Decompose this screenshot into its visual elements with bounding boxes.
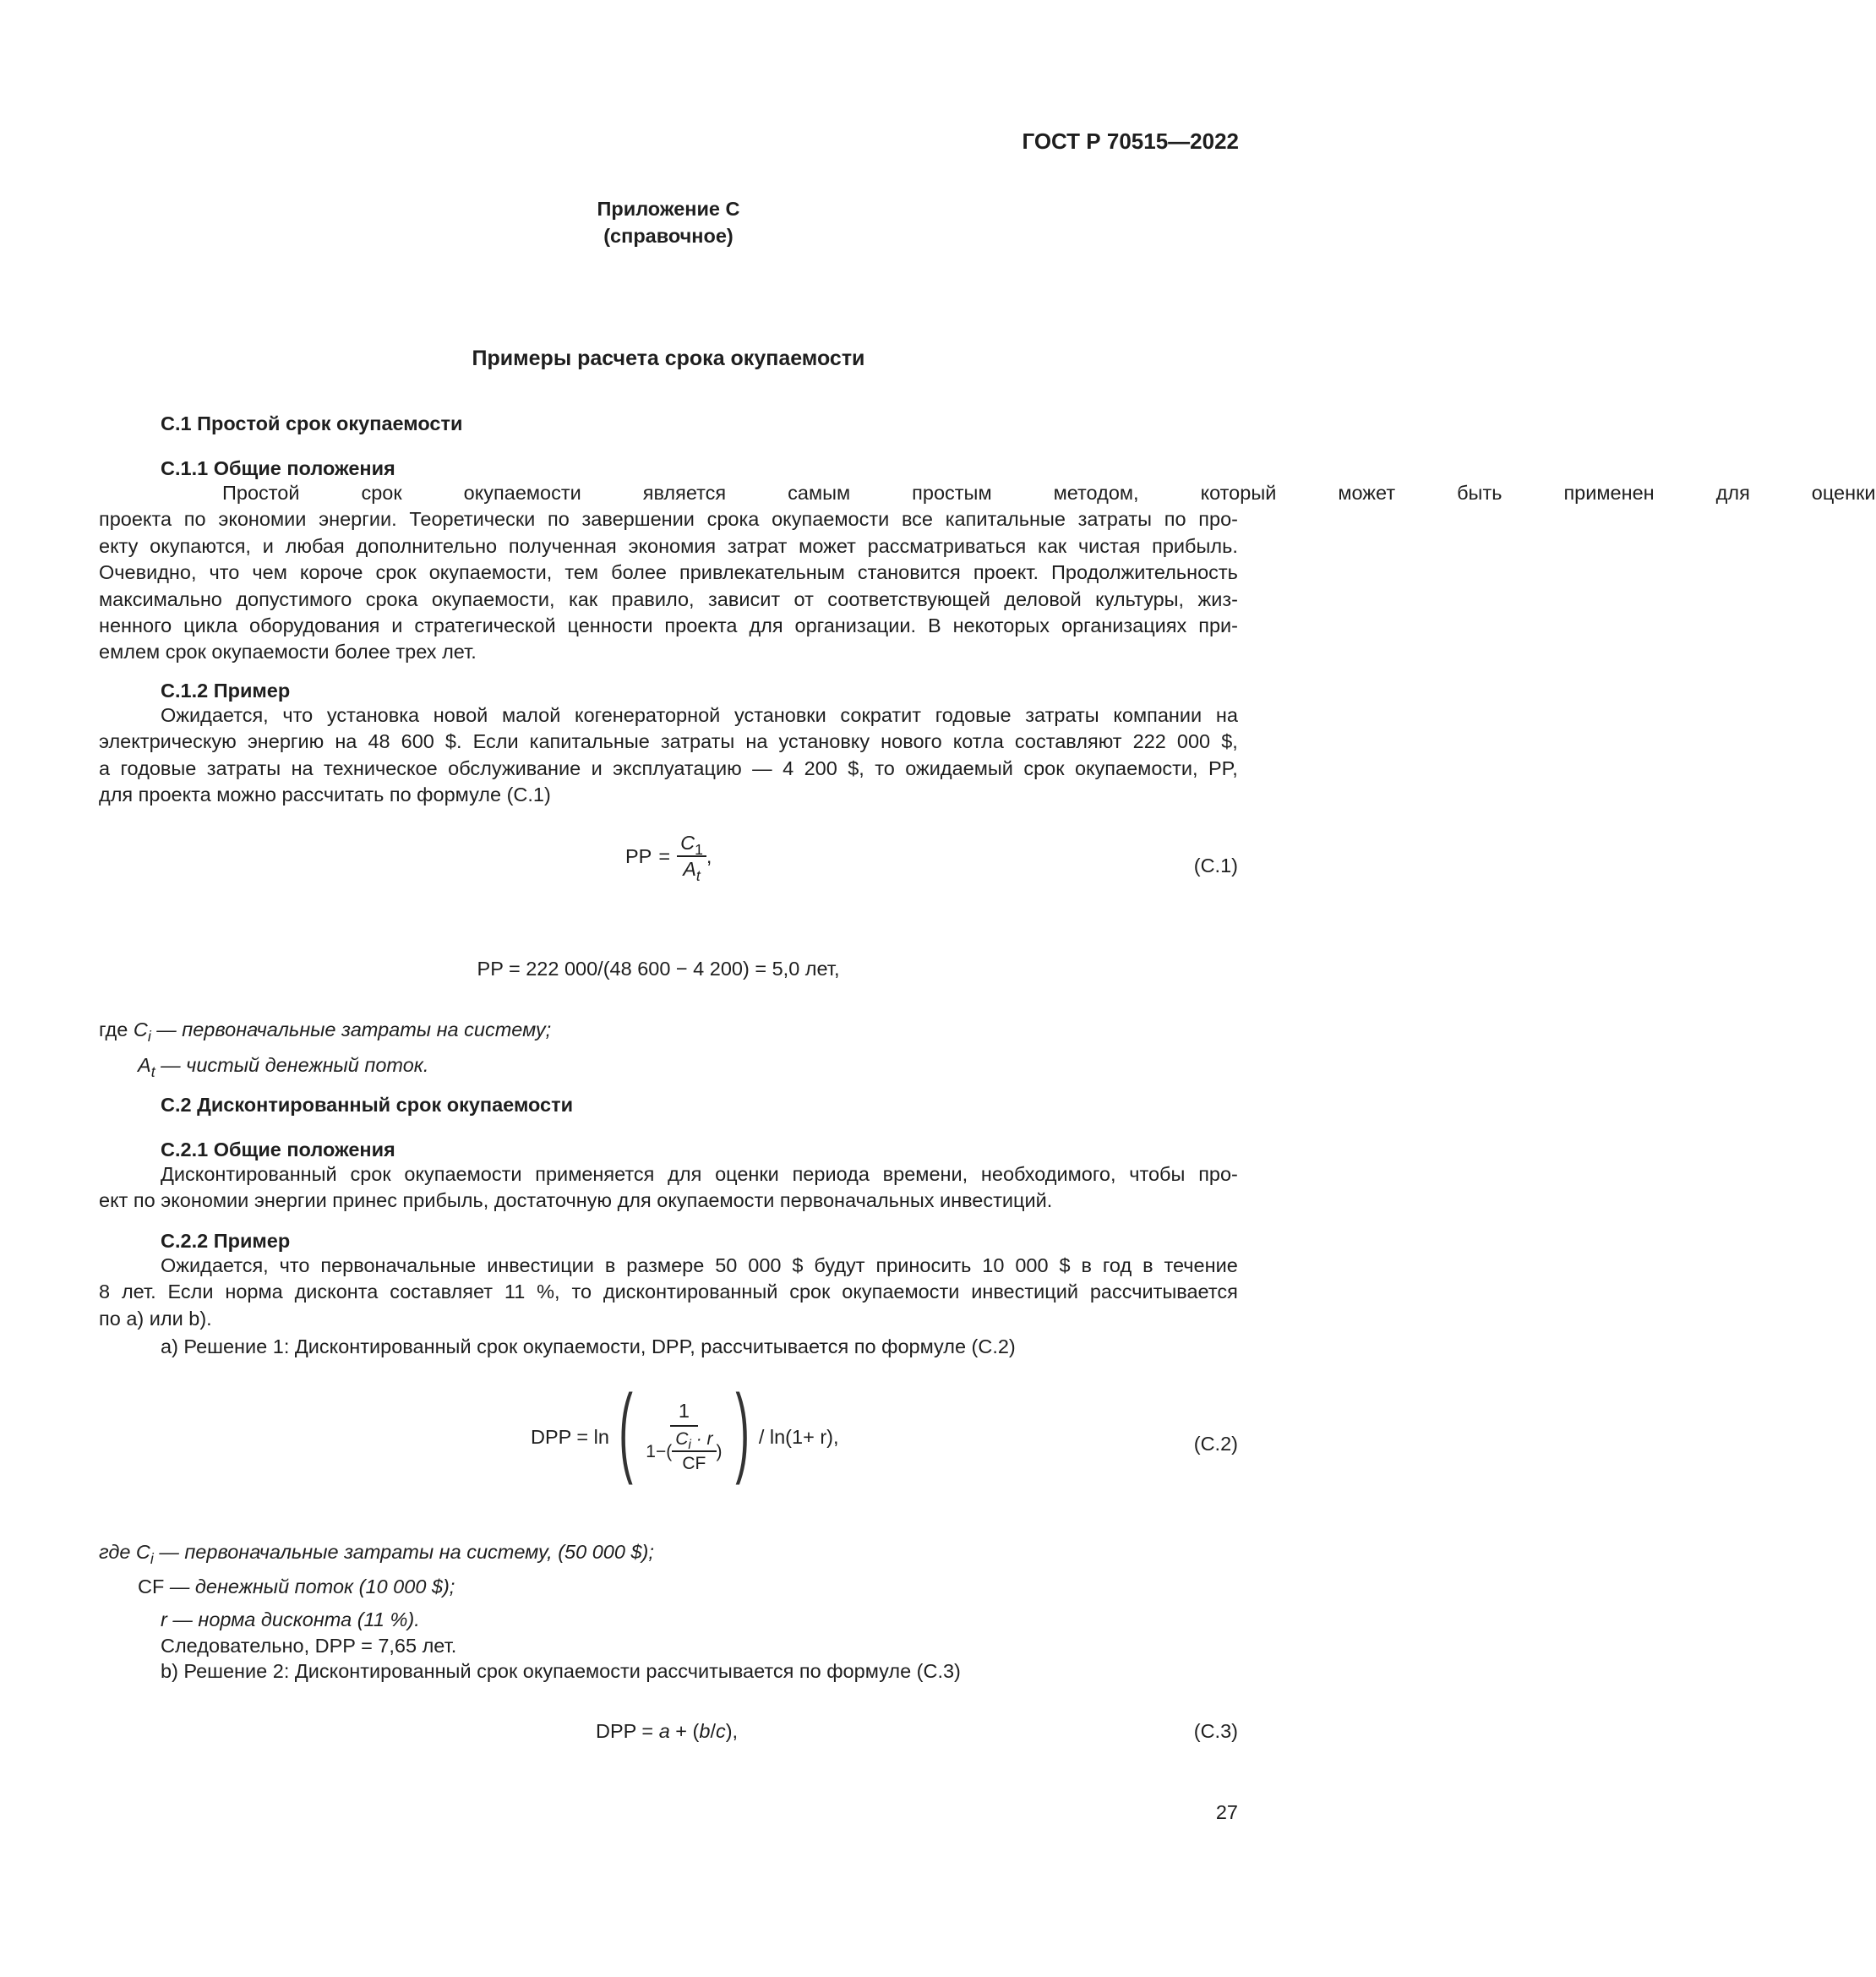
outer-fraction xyxy=(642,1401,725,1473)
word: затраты xyxy=(660,730,735,753)
left-paren: ( xyxy=(619,1374,633,1486)
word: оценки xyxy=(715,1163,779,1185)
formula-c1 xyxy=(625,832,712,884)
var-a: a xyxy=(658,1720,670,1742)
word: срока xyxy=(365,587,418,610)
text-line xyxy=(99,756,1238,782)
word: на xyxy=(291,756,314,779)
word: 10 xyxy=(982,1254,1005,1276)
word: энергию xyxy=(247,730,324,753)
word: и xyxy=(262,534,274,557)
word: в xyxy=(1143,1254,1153,1276)
numerator: C xyxy=(680,832,695,854)
word: 222 xyxy=(1132,730,1166,753)
where-at xyxy=(138,1054,429,1081)
word: то xyxy=(875,756,895,779)
word: может xyxy=(1338,482,1396,504)
appendix-title: Приложение С xyxy=(597,198,740,220)
word: годовые xyxy=(120,756,197,779)
word: 8 xyxy=(99,1281,111,1303)
text-line: по а) или b). xyxy=(99,1307,212,1330)
word: по xyxy=(1164,508,1186,531)
word: эксплуатацию xyxy=(613,756,742,779)
word: окупаются, xyxy=(150,534,251,557)
word: %, xyxy=(537,1281,560,1303)
text-line xyxy=(99,533,1238,560)
formula-c2 xyxy=(531,1374,839,1492)
word: затраты xyxy=(1025,704,1099,726)
formula-c3 xyxy=(596,1722,738,1742)
text-line xyxy=(99,1161,1238,1188)
word: любая xyxy=(285,534,345,557)
word: окупаемости xyxy=(463,482,581,504)
word: завершении xyxy=(581,508,695,531)
word: 50 xyxy=(715,1254,738,1276)
word: по xyxy=(183,508,206,531)
word: рассматриваться xyxy=(867,534,1027,557)
where-prefix: где xyxy=(99,1019,128,1040)
var-b: b xyxy=(699,1720,711,1742)
word: про- xyxy=(1198,508,1238,531)
word: на xyxy=(1215,704,1238,726)
symbol-sub: t xyxy=(150,1063,155,1081)
word: и xyxy=(391,614,403,637)
word: необходимого, xyxy=(980,1163,1116,1185)
c12-paragraph xyxy=(99,702,1238,809)
symbol: C xyxy=(133,1019,148,1040)
word: капитальные xyxy=(529,730,650,753)
var-c: c xyxy=(715,1720,726,1742)
word: Очевидно, xyxy=(99,561,197,584)
where-c2-r xyxy=(161,1610,420,1630)
dot-r: · r xyxy=(690,1428,713,1449)
ci-sub: i xyxy=(688,1438,691,1453)
denominator: A xyxy=(683,857,696,880)
word: Ожидается, xyxy=(161,1254,269,1276)
equals-sign: = xyxy=(658,844,671,867)
word: компании xyxy=(1113,704,1202,726)
text-line xyxy=(99,480,1876,506)
word: затраты xyxy=(206,756,281,779)
word: приносить xyxy=(875,1254,972,1276)
word: Если xyxy=(167,1281,214,1303)
one-minus: 1−( xyxy=(646,1441,673,1461)
word: привлекательным xyxy=(679,561,845,584)
word: стратегической xyxy=(414,614,556,637)
word: годовые xyxy=(935,704,1012,726)
word: Если xyxy=(472,730,519,753)
word: срока xyxy=(706,508,760,531)
word: Продолжительность xyxy=(1051,561,1238,584)
word: сократит xyxy=(840,704,922,726)
word: 200 xyxy=(804,756,837,779)
result-line: Следовательно, DPP = 7,65 лет. xyxy=(161,1635,457,1657)
word: короче xyxy=(299,561,363,584)
word: экономии xyxy=(218,508,307,531)
word: и xyxy=(591,756,603,779)
word: Ожидается, xyxy=(161,704,269,726)
word: течение xyxy=(1164,1254,1238,1276)
word: $, xyxy=(1221,730,1238,753)
text-line xyxy=(99,702,1238,729)
word: В xyxy=(927,614,941,637)
where-c2-cf xyxy=(138,1577,455,1597)
text-line xyxy=(99,506,1238,532)
main-title: Примеры расчета срока окупаемости xyxy=(472,347,865,370)
word: при- xyxy=(1198,614,1238,637)
comma: , xyxy=(706,844,712,867)
equation-number-c3: (С.3) xyxy=(1193,1720,1238,1742)
equation-number-c1: (С.1) xyxy=(1193,855,1238,877)
c22-paragraph xyxy=(99,1253,1238,1332)
word: на xyxy=(335,730,357,753)
denominator-sub: t xyxy=(695,866,701,884)
subsection-c21-heading: С.2.1 Общие положения xyxy=(161,1139,395,1161)
word: на xyxy=(745,730,768,753)
word: затраты xyxy=(1077,508,1153,531)
word: прибыль. xyxy=(1152,534,1238,557)
word: методом, xyxy=(1053,482,1139,504)
text-line xyxy=(99,587,1238,613)
word: культуры, xyxy=(1095,587,1185,610)
word: новой xyxy=(433,704,488,726)
symbol: A xyxy=(138,1054,151,1076)
word: установку xyxy=(778,730,870,753)
word: про- xyxy=(1198,1163,1238,1185)
word: окупаемости, xyxy=(428,561,553,584)
word: котла xyxy=(952,730,1004,753)
word: полученная xyxy=(508,534,617,557)
word: энергии. xyxy=(319,508,397,531)
word: малой xyxy=(501,704,561,726)
calculation-line: PP = 222 000/(48 600 − 4 200) = 5,0 лет, xyxy=(477,958,840,980)
word: как xyxy=(568,587,598,610)
word: ожидаемый xyxy=(905,756,1013,779)
word: в xyxy=(604,1254,616,1276)
word: составляют xyxy=(1014,730,1122,753)
word: окупаемости xyxy=(772,508,890,531)
word: 600 xyxy=(401,730,434,753)
text-line xyxy=(99,613,1238,639)
cf-symbol: CF xyxy=(682,1453,706,1473)
page-number: 27 xyxy=(1215,1801,1238,1823)
word: инвестиций xyxy=(971,1281,1078,1303)
word: Простой xyxy=(222,482,300,504)
inner-close: ) xyxy=(716,1441,723,1461)
word: окупаемости xyxy=(404,1163,522,1185)
word: от xyxy=(793,587,814,610)
solution-a: а) Решение 1: Дисконтированный срок окупаемости, DPP, рассчитывается по формуле (С.2) xyxy=(161,1335,1016,1357)
word: срок xyxy=(375,561,417,584)
word: 48 xyxy=(368,730,390,753)
word: Теоретически xyxy=(409,508,536,531)
word: дополнительно xyxy=(356,534,498,557)
word: $, xyxy=(848,756,864,779)
word: затрат xyxy=(727,534,788,557)
word: норма xyxy=(225,1281,283,1303)
close: ), xyxy=(725,1720,739,1742)
formula-tail: / ln(1+ r), xyxy=(758,1425,839,1448)
definition: — норма дисконта (11 %). xyxy=(166,1608,420,1630)
word: установка xyxy=(326,704,420,726)
word: допустимого xyxy=(236,587,352,610)
word: как xyxy=(1038,534,1067,557)
solution-b: b) Решение 2: Дисконтированный срок окупаемости рассчитывается по формуле (С.3) xyxy=(161,1660,961,1682)
word: простым xyxy=(912,482,992,504)
word: правило, xyxy=(611,587,695,610)
word: по xyxy=(547,508,570,531)
c21-paragraph xyxy=(99,1161,1238,1215)
subsection-c22-heading: С.2.2 Пример xyxy=(161,1230,291,1252)
word: нового xyxy=(881,730,942,753)
text-line: емлем срок окупаемости более трех лет. xyxy=(99,641,477,664)
symbol: CF xyxy=(138,1576,165,1597)
word: проект. xyxy=(973,561,1039,584)
word: инвестиции xyxy=(487,1254,594,1276)
slash: / xyxy=(710,1720,716,1742)
word: рассчитывается xyxy=(1089,1281,1238,1303)
symbol-sub: i xyxy=(150,1550,154,1568)
formula-lhs: PP xyxy=(625,844,652,867)
word: что xyxy=(209,561,240,584)
word: применен xyxy=(1563,482,1655,504)
text-line xyxy=(99,560,1238,586)
word: чистая xyxy=(1077,534,1141,557)
word: $ xyxy=(1059,1254,1071,1276)
word: 000 xyxy=(1176,730,1211,753)
equation-number-c2: (С.2) xyxy=(1193,1433,1238,1455)
word: что xyxy=(279,1254,310,1276)
word: все xyxy=(901,508,933,531)
word: 4 xyxy=(783,756,794,779)
word: ценности xyxy=(567,614,653,637)
word: размере xyxy=(626,1254,705,1276)
formula-lhs: DPP = ln xyxy=(531,1425,609,1448)
word: который xyxy=(1200,482,1277,504)
word: 000 xyxy=(1015,1254,1049,1276)
text-line xyxy=(99,729,1238,755)
word: для xyxy=(749,614,783,637)
word: жиз- xyxy=(1197,587,1238,610)
word: проекта xyxy=(99,508,172,531)
word: экономия xyxy=(628,534,717,557)
word: окупаемости, xyxy=(1074,756,1198,779)
definition: — первоначальные затраты на систему, (50 000 $); xyxy=(153,1541,654,1563)
section-c2-heading: С.2 Дисконтированный срок окупаемости xyxy=(161,1094,574,1116)
subsection-c11-heading: С.1.1 Общие положения xyxy=(161,457,395,479)
word: окупаемости xyxy=(842,1281,960,1303)
word: Дисконтированный xyxy=(161,1163,337,1185)
word: первоначальные xyxy=(320,1254,477,1276)
word: составляет xyxy=(390,1281,494,1303)
word: соответствующей xyxy=(827,587,990,610)
word: срок xyxy=(361,482,402,504)
word: становится xyxy=(857,561,961,584)
word: чтобы xyxy=(1129,1163,1186,1185)
word: оборудования xyxy=(249,614,380,637)
c11-paragraph xyxy=(99,480,1876,666)
definition: — денежный поток (10 000 $); xyxy=(164,1576,455,1597)
plus-open: + ( xyxy=(669,1720,700,1742)
word: 000 xyxy=(748,1254,782,1276)
where-ci xyxy=(99,1019,552,1046)
word: организации. xyxy=(794,614,917,637)
word: в xyxy=(1081,1254,1092,1276)
ci-symbol: C xyxy=(675,1428,689,1449)
word: самым xyxy=(788,482,851,504)
definition: — чистый денежный поток. xyxy=(155,1054,429,1076)
word: лет. xyxy=(121,1281,156,1303)
word: год xyxy=(1102,1254,1132,1276)
word: — xyxy=(752,756,772,779)
word: организациях xyxy=(1061,614,1187,637)
word: капитальные xyxy=(945,508,1066,531)
outer-numerator: 1 xyxy=(670,1401,698,1427)
word: PP, xyxy=(1208,756,1238,779)
word: цикла xyxy=(183,614,238,637)
word: проекта xyxy=(664,614,738,637)
right-paren: ) xyxy=(734,1374,750,1486)
inner-fraction xyxy=(672,1430,716,1473)
standard-number: ГОСТ Р 70515—2022 xyxy=(1022,128,1239,154)
word: когенераторной xyxy=(575,704,721,726)
section-c1-heading: С.1 Простой срок окупаемости xyxy=(161,412,463,434)
word: чем xyxy=(252,561,287,584)
text-line: ект по экономии энергии принес прибыль, достаточную для окупаемости первоначальных инвестиций. xyxy=(99,1189,1053,1212)
word: $ xyxy=(792,1254,804,1276)
word: тем xyxy=(564,561,599,584)
word: максимально xyxy=(99,587,222,610)
word: для xyxy=(668,1163,702,1185)
word: некоторых xyxy=(952,614,1050,637)
word: обслуживание xyxy=(448,756,581,779)
symbol-sub: i xyxy=(147,1028,151,1046)
word: является xyxy=(642,482,727,504)
word: может xyxy=(799,534,856,557)
word: применяется xyxy=(535,1163,655,1185)
word: окупаемости, xyxy=(431,587,555,610)
word: деловой xyxy=(1004,587,1082,610)
formula-lhs: DPP = xyxy=(596,1720,659,1742)
symbol: где C xyxy=(99,1541,150,1563)
word: быть xyxy=(1457,482,1502,504)
symbol: r xyxy=(161,1608,167,1630)
word: будут xyxy=(814,1254,865,1276)
word: срок xyxy=(1023,756,1065,779)
fraction xyxy=(677,832,706,884)
text-line xyxy=(99,1279,1238,1305)
word: 11 xyxy=(504,1281,526,1303)
word: времени, xyxy=(882,1163,968,1185)
word: срок xyxy=(789,1281,831,1303)
where-c2-ci xyxy=(99,1541,654,1568)
definition: — первоначальные затраты на систему; xyxy=(150,1019,552,1040)
word: $. xyxy=(444,730,462,753)
word: ненного xyxy=(99,614,172,637)
word: периода xyxy=(792,1163,870,1185)
text-line: для проекта можно рассчитать по формуле (С.1) xyxy=(99,784,551,806)
subsection-c12-heading: С.1.2 Пример xyxy=(161,680,291,702)
word: что xyxy=(282,704,314,726)
word: установки xyxy=(733,704,826,726)
appendix-note: (справочное) xyxy=(603,225,733,247)
word: техническое xyxy=(324,756,438,779)
word: зависит xyxy=(708,587,781,610)
word: дисконтированный xyxy=(603,1281,778,1303)
numerator-sub: 1 xyxy=(695,841,703,859)
word: а xyxy=(99,756,111,779)
text-line xyxy=(99,1253,1238,1279)
word: более xyxy=(611,561,667,584)
word: для xyxy=(1715,482,1750,504)
word: то xyxy=(571,1281,592,1303)
word: оценки xyxy=(1811,482,1876,504)
word: электрическую xyxy=(99,730,237,753)
word: екту xyxy=(99,534,139,557)
word: срок xyxy=(350,1163,391,1185)
word: дисконта xyxy=(294,1281,379,1303)
